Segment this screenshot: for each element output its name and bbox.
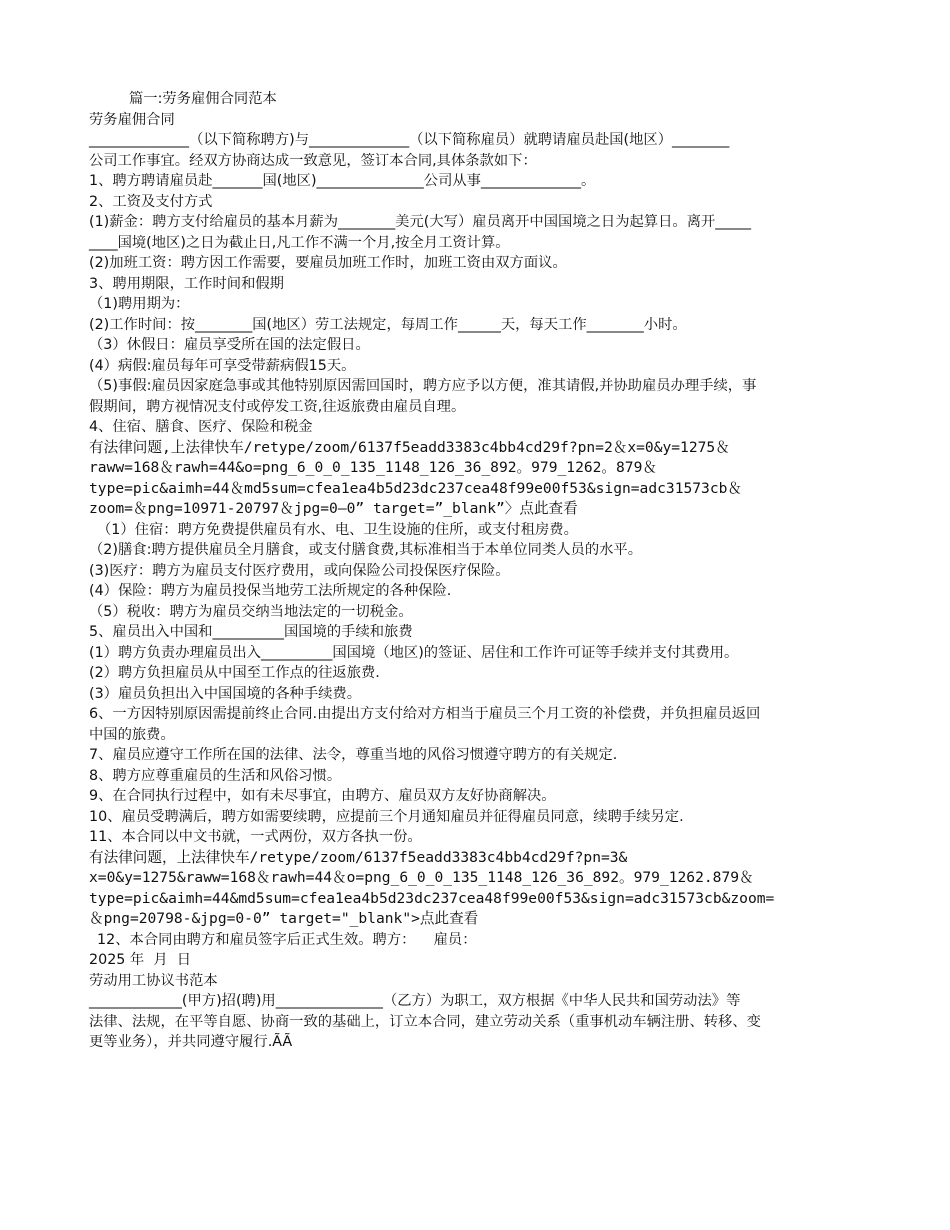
clause-line: 11、本合同以中文书就，一式两份，双方各执一份。 [89,829,422,845]
clause-line: (2）聘方负担雇员从中国至工作点的往返旅费. [89,665,380,681]
link-text-line: raww=168＆rawh=44&o=png_6_0_0_135_1148_126_36_892。979_1262。879＆ [89,459,657,476]
clause-line: 9、在合同执行过程中，如有未尽事宜，由聘方、雇员双方友好协商解决。 [89,788,556,804]
clause-line: 1、聘方聘请雇员赴_______国(地区)_______________公司从事______________。 [89,173,596,189]
clause-heading: 2、工资及支付方式 [89,193,213,210]
link-text-line: x=0&y=1275&raww=168＆rawh=44＆o=png_6_0_0_135_1148_126_36_892。979_1262.879＆ [89,869,754,886]
clause-line: (1)薪金：聘方支付给雇员的基本月薪为________美元(大写）雇员离开中国国境之日为起算日。离开_____ [89,214,752,230]
clause-line: 7、雇员应遵守工作所在国的法律、法令，尊重当地的风俗习惯遵守聘方的有关规定. [89,747,618,763]
contract-title: 劳务雇佣合同 [89,111,175,128]
link-text-line: zoom=＆png=10971-20797＆jpg=0—0” target=”_blank”〉点此查看 [89,500,578,517]
paragraph-line: 更等业务），并共同遵守履行.ÃÃ [89,1034,293,1050]
clause-line: （1）住宿：聘方免费提供雇员有水、电、卫生设施的住所，或支付租房费。 [97,521,578,538]
clause-line: （5）税收：聘方为雇员交纳当地法定的一切税金。 [89,603,413,620]
clause-heading: 4、住宿、膳食、医疗、保险和税金 [89,419,313,435]
clause-heading: 5、雇员出入中国和__________国国境的手续和旅费 [89,624,413,640]
clause-line: （3）休假日：雇员享受所在国的法定假日。 [89,337,370,353]
clause-line: (3）雇员负担出入中国国境的各种手续费。 [89,685,362,702]
link-text-line: type=pic&aimh=44&md5sum=cfea1ea4b5d23dc237cea48f99e00f53&sign=adc31573cb&zoom= [89,889,775,907]
link-text-line: 有法律问题，上法律快车/retype/zoom/6137f5eadd3383c4bb4cd29f?pn=3& [89,848,628,866]
clause-line: (1）聘方负责办理雇员出入__________国国境（地区)的签证、居住和工作许可证等手续并支付其费用。 [89,644,739,661]
link-text-line: 有法律问题,上法律快车/retype/zoom/6137f5eadd3383c4bb4cd29f?pn=2＆x=0&y=1275＆ [89,438,730,456]
document-body [89,89,864,1053]
link-text-line: ＆png=20798-&jpg=0-0” target="_blank">点此查看 [89,910,479,927]
section-title: 篇一:劳务雇佣合同范本 [129,91,277,107]
paragraph-line: 法律、法规，在平等自愿、协商一致的基础上，订立本合同，建立劳动关系（重事机动车辆注册、转移、变 [89,1013,761,1030]
clause-line: （1)聘用期为： [89,296,190,312]
signature-line: 12、本合同由聘方和雇员签字后正式生效。聘方： 雇员： [97,931,477,948]
paragraph-line: _____________(甲方)招(聘)用_______________（乙方）为职工，双方根据《中华人民共和国劳动法》等 [89,993,741,1009]
clause-heading: 3、聘用期限，工作时间和假期 [89,275,284,292]
agreement-title: 劳动用工协议书范本 [89,972,218,989]
clause-line: 假期间，聘方视情况支付或停发工资,往返旅费由雇员自理。 [89,398,466,415]
clause-line: (2)加班工资：聘方因工作需要，要雇员加班工作时，加班工资由双方面议。 [89,255,567,271]
clause-line: (3)医疗：聘方为雇员支付医疗费用，或向保险公司投保医疗保险。 [89,562,510,579]
clause-line: 6、一方因特别原因需提前终止合同.由提出方支付给对方相当于雇员三个月工资的补偿费，并负担雇员返回 [89,706,761,722]
link-text-line: type=pic&aimh=44＆md5sum=cfea1ea4b5d23dc237cea48f99e00f53&sign=adc31573cb＆ [89,479,743,497]
clause-line: （2)膳食:聘方提供雇员全月膳食，或支付膳食费,其标准相当于本单位同类人员的水平。 [89,542,643,558]
clause-line: 中国的旅费。 [89,726,175,743]
clause-line: 8、聘方应尊重雇员的生活和风俗习惯。 [89,767,342,784]
paragraph-line: ______________（以下简称聘方)与______________（以下简称雇员）就聘请雇员赴国(地区）________ [89,132,730,148]
clause-line: (2)工作时间：按________国(地区）劳工法规定，每周工作______天，每天工作________小时。 [89,316,687,333]
clause-line: ____国境(地区)之日为截止日,凡工作不满一个月,按全月工资计算。 [89,234,510,251]
date-line: 2025 年 月 日 [89,952,191,968]
clause-line: 10、雇员受聘满后，聘方如需要续聘，应提前三个月通知雇员并征得雇员同意，续聘手续另定. [89,808,684,825]
clause-line: （5)事假:雇员因家庭急事或其他特别原因需回国时，聘方应予以方便，准其请假,并协助雇员办理手续，事 [89,378,757,394]
clause-line: (4）病假:雇员每年可享受带薪病假15天。 [89,357,356,374]
clause-line: (4）保险：聘方为雇员投保当地劳工法所规定的各种保险. [89,583,452,599]
paragraph-line: 公司工作事宜。经双方协商达成一致意见，签订本合同,具体条款如下： [89,152,537,169]
